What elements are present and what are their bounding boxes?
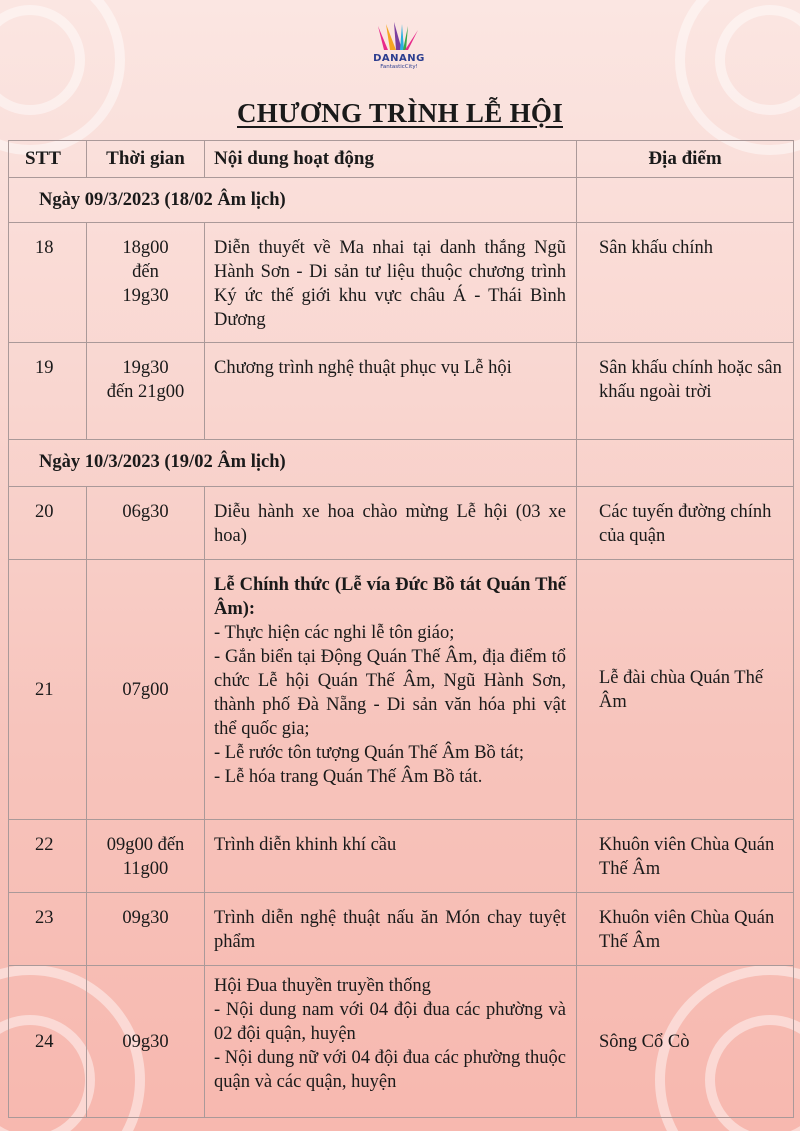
row-place: Các tuyến đường chính của quận [577, 487, 794, 560]
row-place: Sông Cổ Cò [577, 966, 794, 1118]
table-row [9, 560, 794, 820]
program-table [8, 140, 794, 1118]
row-content: Diễn thuyết về Ma nhai tại danh thắng Ngũ Hành Sơn - Di sản tư liệu thuộc chương trình Ký ức thế giới khu vực châu Á - Thái Bình Dương [205, 223, 577, 343]
table-row [9, 223, 794, 343]
row-content: Lễ Chính thức (Lễ vía Đức Bồ tát Quán Thế Âm): - Thực hiện các nghi lễ tôn giáo; - Gắn biển tại Động Quán Thế Âm, địa điểm tổ chức Lễ hội Quán Thế Âm, Ngũ Hành Sơn, thành phố Đà Nẵng - Di sản văn hóa phi vật thể quốc gia; - Lễ rước tôn tượng Quán Thế Âm Bồ tát; - Lễ hóa trang Quán Thế Âm Bồ tát. [205, 560, 577, 820]
row-content: Chương trình nghệ thuật phục vụ Lễ hội [205, 343, 577, 440]
row-time: 09g30 [87, 893, 205, 966]
logo-mark-icon [374, 20, 424, 54]
row-time: 06g30 [87, 487, 205, 560]
row-time: 07g00 [87, 560, 205, 820]
table-header-row [9, 141, 794, 178]
row-content: Trình diễn khinh khí cầu [205, 820, 577, 893]
day-label: Ngày 09/3/2023 (18/02 Âm lịch) [9, 178, 577, 223]
header-stt: STT [9, 141, 87, 178]
day-row [9, 440, 794, 487]
table-row [9, 893, 794, 966]
row-place: Khuôn viên Chùa Quán Thế Âm [577, 820, 794, 893]
header-place: Địa điểm [577, 141, 794, 178]
table-row [9, 487, 794, 560]
day-label: Ngày 10/3/2023 (19/02 Âm lịch) [9, 440, 577, 487]
row-place: Lễ đài chùa Quán Thế Âm [577, 560, 794, 820]
table-row [9, 343, 794, 440]
row-time: 09g30 [87, 966, 205, 1118]
row-stt: 23 [9, 893, 87, 966]
table-row [9, 966, 794, 1118]
row-time: 19g30 đến 21g00 [87, 343, 205, 440]
table-row [9, 820, 794, 893]
row-stt: 18 [9, 223, 87, 343]
row-place: Sân khấu chính hoặc sân khấu ngoài trời [577, 343, 794, 440]
day-row [9, 178, 794, 223]
row-time: 18g00 đến 19g30 [87, 223, 205, 343]
row-content: Hội Đua thuyền truyền thống - Nội dung nam với 04 đội đua các phường và 02 đội quận, huyện - Nội dung nữ với 04 đội đua các phường thuộc quận và các quận, huyện [205, 966, 577, 1118]
row-place: Khuôn viên Chùa Quán Thế Âm [577, 893, 794, 966]
row-stt: 24 [9, 966, 87, 1118]
row-stt: 21 [9, 560, 87, 820]
row-place: Sân khấu chính [577, 223, 794, 343]
row-content: Trình diễn nghệ thuật nấu ăn Món chay tuyệt phẩm [205, 893, 577, 966]
row-stt: 20 [9, 487, 87, 560]
row-stt: 19 [9, 343, 87, 440]
row-time: 09g00 đến 11g00 [87, 820, 205, 893]
row-content: Diễu hành xe hoa chào mừng Lễ hội (03 xe hoa) [205, 487, 577, 560]
danang-logo [366, 20, 432, 76]
logo-brand-text: DANANG [373, 53, 425, 64]
logo-tagline: FantasticCity! [380, 64, 418, 70]
header-time: Thời gian [87, 141, 205, 178]
page-title: CHƯƠNG TRÌNH LỄ HỘI [237, 98, 563, 128]
row-stt: 22 [9, 820, 87, 893]
header-content: Nội dung hoạt động [205, 141, 577, 178]
